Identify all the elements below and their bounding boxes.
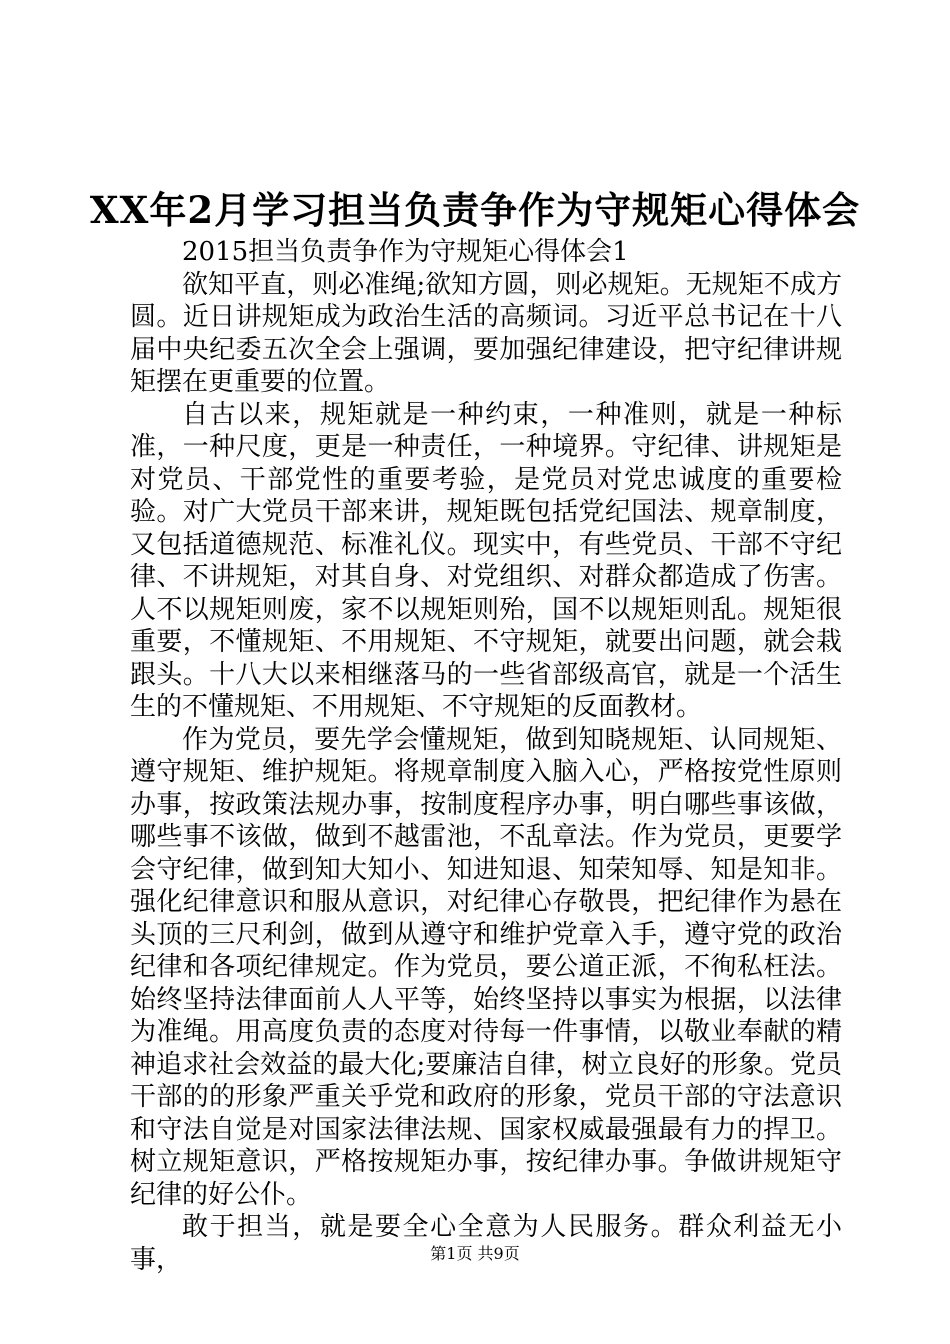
paragraph: 欲知平直，则必准绳;欲知方圆，则必规矩。无规矩不成方圆。近日讲规矩成为政治生活的高频词。习近平总书记在十八届中央纪委五次全会上强调，要加强纪律建设，把守纪律讲规矩摆在更重要的位置。 <box>130 269 842 397</box>
paragraph: 敢于担当，就是要全心全意为人民服务。群众利益无小事， <box>130 1212 842 1275</box>
document-subtitle: 2015担当负责争作为守规矩心得体会1 <box>182 237 629 267</box>
paragraph: 自古以来，规矩就是一种约束，一种准则，就是一种标准，一种尺度，更是一种责任，一种境界。守纪律、讲规矩是对党员、干部党性的重要考验，是党员对党忠诚度的重要检验。对广大党员干部来讲，规矩既包括党纪国法、规章制度，又包括道德规范、标准礼仪。现实中，有些党员、干部不守纪律、不讲规矩，对其自身、对党组织、对群众都造成了伤害。人不以规矩则废，家不以规矩则殆，国不以规矩则乱。规矩很重要，不懂规矩、不用规矩、不守规矩，就要出问题，就会栽跟头。十八大以来相继落马的一些省部级高官，就是一个活生生的不懂规矩、不用规矩、不守规矩的反面教材。 <box>130 399 842 722</box>
page-number-footer: 第1页 共9页 <box>430 1244 520 1263</box>
paragraph: 作为党员，要先学会懂规矩，做到知晓规矩、认同规矩、遵守规矩、维护规矩。将规章制度入脑入心，严格按党性原则办事，按政策法规办事，按制度程序办事，明白哪些事该做，哪些事不该做，做到不越雷池，不乱章法。作为党员，更要学会守纪律，做到知大知小、知进知退、知荣知辱、知是知非。强化纪律意识和服从意识，对纪律心存敬畏，把纪律作为悬在头顶的三尺利剑，做到从遵守和维护党章入手，遵守党的政治纪律和各项纪律规定。作为党员，要公道正派，不徇私枉法。始终坚持法律面前人人平等，始终坚持以事实为根据，以法律为准绳。用高度负责的态度对待每一件事情，以敬业奉献的精神追求社会效益的最大化;要廉洁自律，树立良好的形象。党员干部的的形象严重关乎党和政府的形象，党员干部的守法意识和守法自觉是对国家法律法规、国家权威最强最有力的捍卫。树立规矩意识，严格按规矩办事，按纪律办事。争做讲规矩守纪律的好公仆。 <box>130 724 842 1210</box>
document-body <box>130 236 842 1276</box>
document-title: XX年2月学习担当负责争作为守规矩心得体会 <box>89 188 861 232</box>
